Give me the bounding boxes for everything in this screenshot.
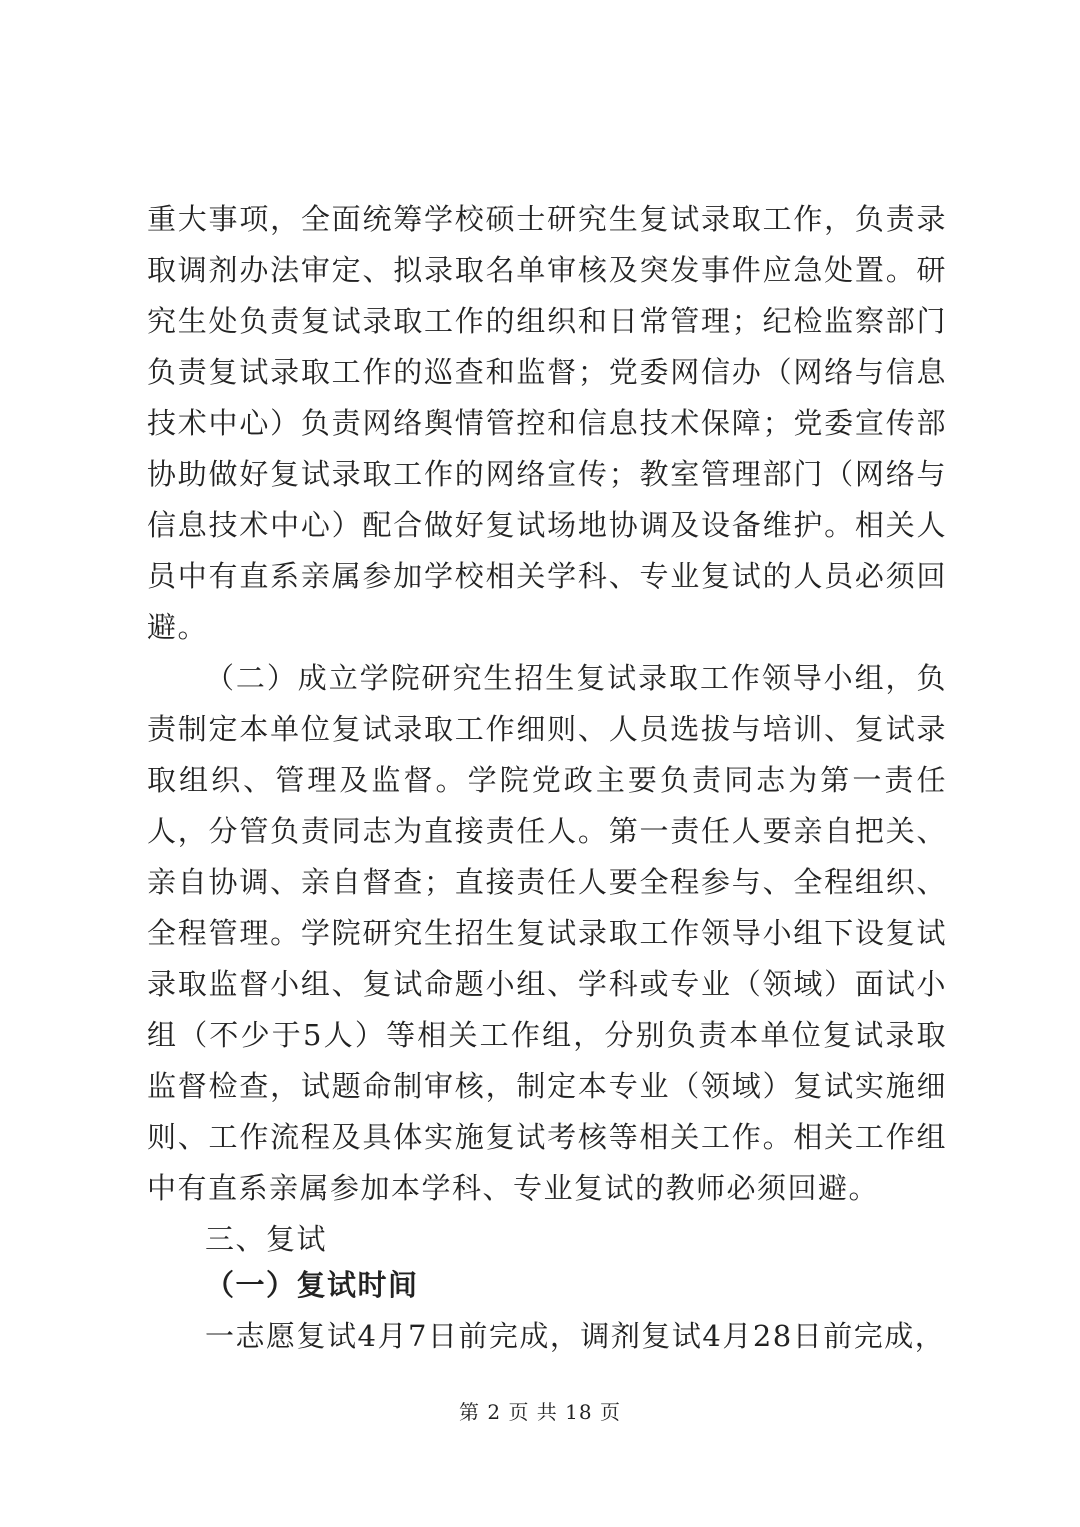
page-number-footer: 第 2 页 共 18 页 — [459, 1400, 621, 1424]
subsection-heading: （一）复试时间 — [205, 1268, 419, 1302]
paragraph-leadership-group: （二）成立学院研究生招生复试录取工作领导小组，负责制定本单位复试录取工作细则、人员选拔与培训、复试录取组织、管理及监督。学院党政主要负责同志为第一责任人，分管负责同志为直接责任人。第一责任人要亲自把关、亲自协调、亲自督查；直接责任人要全程参与、全程组织、全程管理。学院研究生招生复试录取工作领导小组下设复试录取监督小组、复试命题小组、学科或专业（领域）面试小组（不少于5人）等相关工作组，分别负责本单位复试录取监督检查，试题命制审核，制定本专业（领域）复试实施细则、工作流程及具体实施复试考核等相关工作。相关工作组中有直系亲属参加本学科、专业复试的教师必须回避。 — [147, 661, 947, 1205]
section-heading: 三、复试 — [205, 1222, 328, 1256]
document-body — [147, 194, 947, 1362]
paragraph-retest-time: 一志愿复试4月7日前完成，调剂复试4月28日前完成， — [205, 1319, 946, 1353]
paragraph-continued: 重大事项，全面统筹学校硕士研究生复试录取工作，负责录取调剂办法审定、拟录取名单审核及突发事件应急处置。研究生处负责复试录取工作的组织和日常管理；纪检监察部门负责复试录取工作的巡查和监督；党委网信办（网络与信息技术中心）负责网络舆情管控和信息技术保障；党委宣传部协助做好复试录取工作的网络宣传；教室管理部门（网络与信息技术中心）配合做好复试场地协调及设备维护。相关人员中有直系亲属参加学校相关学科、专业复试的人员必须回避。 — [147, 202, 947, 644]
